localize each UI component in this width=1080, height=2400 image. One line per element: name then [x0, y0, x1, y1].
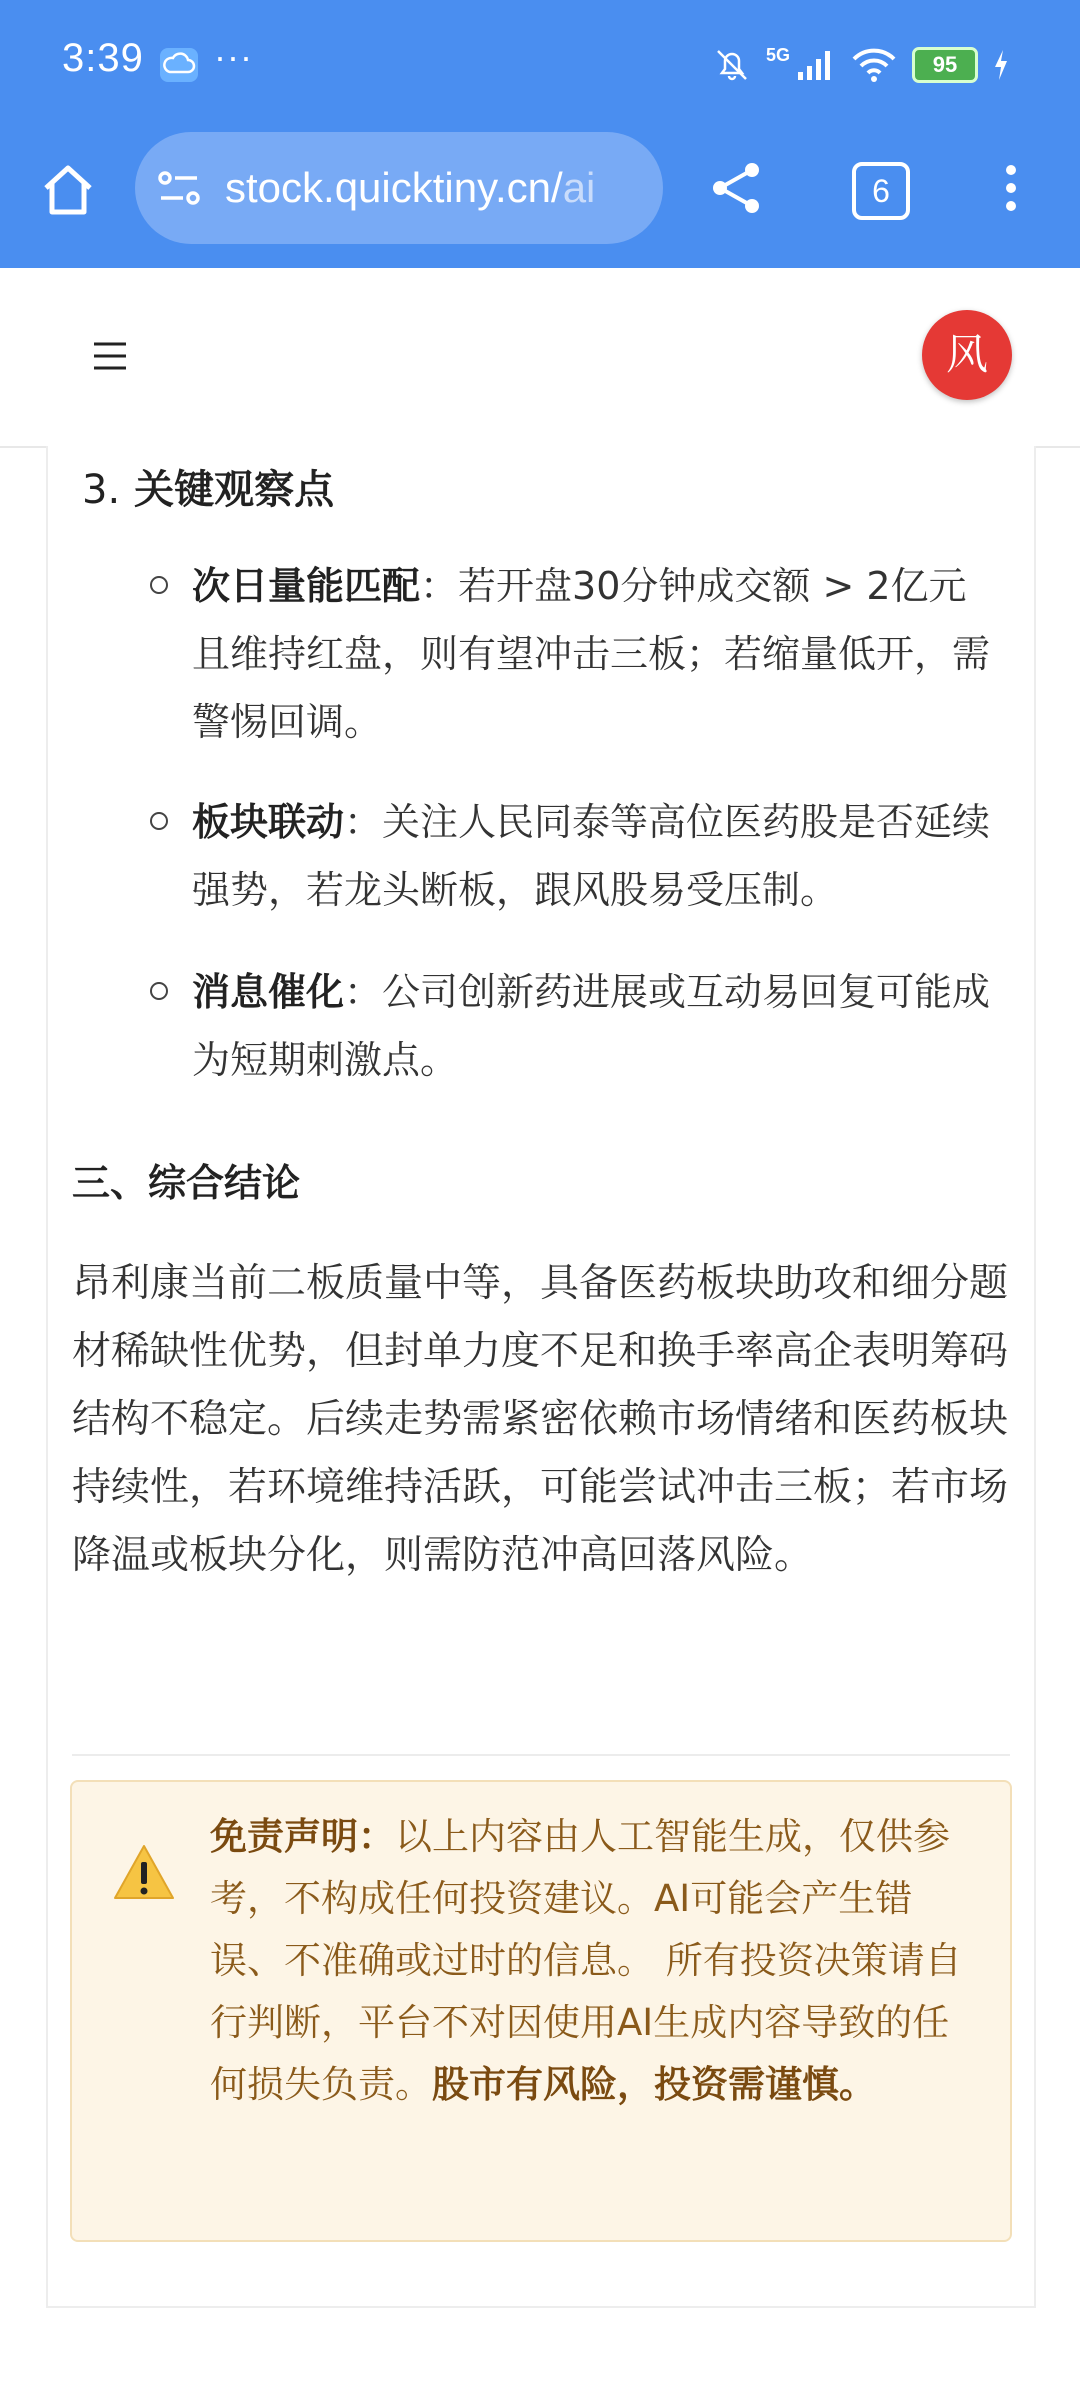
list-item: [152, 552, 1000, 756]
conclusion-paragraph: 昂利康当前二板质量中等，具备医药板块助攻和细分题材稀缺性优势，但封单力度不足和换手率高企表明筹码结构不稳定。后续走势需紧密依赖市场情绪和医药板块持续性，若环境维持活跃，可能尝试冲击三板；若市场降温或板块分化，则需防范冲高回落风险。: [72, 1261, 1009, 1578]
disclaimer-box: [70, 1780, 1012, 2242]
section-heading: [82, 458, 334, 515]
section-number: 3.: [82, 467, 121, 513]
disclaimer-emphasis: 股市有风险，投资需谨慎。: [432, 2063, 876, 2106]
battery-indicator: 95: [912, 47, 978, 83]
mute-bell-icon: [712, 45, 752, 85]
site-header: [0, 268, 1080, 448]
share-icon[interactable]: [706, 158, 766, 218]
list-item: [152, 788, 1000, 924]
bullet-circle-icon: [150, 982, 168, 1000]
list-item-text: 若开盘30分钟成交额 > 2亿元且维持红盘，则有望冲击三板；若缩量低开，需警惕回调。: [192, 564, 991, 744]
list-item: [152, 958, 1000, 1094]
status-more-icon: ···: [214, 36, 253, 77]
bullet-circle-icon: [150, 576, 168, 594]
charging-icon: [992, 49, 1010, 81]
list-item-title: 次日量能匹配: [192, 564, 421, 608]
disclaimer-text: [210, 1806, 980, 2116]
list-item-text: 公司创新药进展或互动易回复可能成为短期刺激点。: [192, 970, 991, 1082]
disclaimer-body: 以上内容由人工智能生成，仅供参考，不构成任何投资建议。AI可能会产生错误、不准确或过时的信息。 所有投资决策请自行判断，平台不对因使用AI生成内容导致的任何损失负责。: [210, 1815, 962, 2106]
url-host: stock.quicktiny.cn/: [225, 164, 563, 211]
disclaimer-label: 免责声明：: [210, 1815, 395, 1858]
url-text: [225, 132, 645, 244]
list-item-text: 关注人民同泰等高位医药股是否延续强势，若龙头断板，跟风股易受压制。: [192, 800, 991, 912]
list-item-sep: ：: [344, 800, 383, 844]
home-icon[interactable]: [36, 158, 100, 222]
user-avatar[interactable]: 风: [922, 310, 1012, 400]
list-item-sep: ：: [344, 970, 383, 1014]
browser-chrome: [0, 0, 1080, 268]
list-item-title: 板块联动: [192, 800, 345, 844]
status-bar: [0, 0, 1080, 130]
cloud-icon: [160, 48, 198, 82]
wifi-icon: [850, 47, 898, 83]
section-title: 关键观察点: [134, 467, 335, 513]
browser-toolbar: [0, 130, 1080, 268]
conclusion-heading: 三、综合结论: [72, 1161, 301, 1205]
address-bar[interactable]: [135, 132, 663, 244]
overflow-menu-icon[interactable]: [996, 158, 1026, 218]
list-item-sep: ：: [420, 564, 459, 608]
signal-icon: [796, 48, 836, 82]
status-time: 3:39: [62, 36, 144, 80]
url-path: ai: [562, 164, 596, 211]
network-type: 5G: [765, 44, 790, 65]
status-icons: [712, 40, 1010, 90]
warning-icon: [112, 1842, 176, 1902]
hamburger-menu-icon[interactable]: [90, 336, 130, 376]
divider: [72, 1754, 1010, 1756]
tab-switcher-button[interactable]: 6: [852, 162, 910, 220]
site-info-icon[interactable]: [155, 164, 203, 212]
bullet-circle-icon: [150, 812, 168, 830]
list-item-title: 消息催化: [192, 970, 345, 1014]
